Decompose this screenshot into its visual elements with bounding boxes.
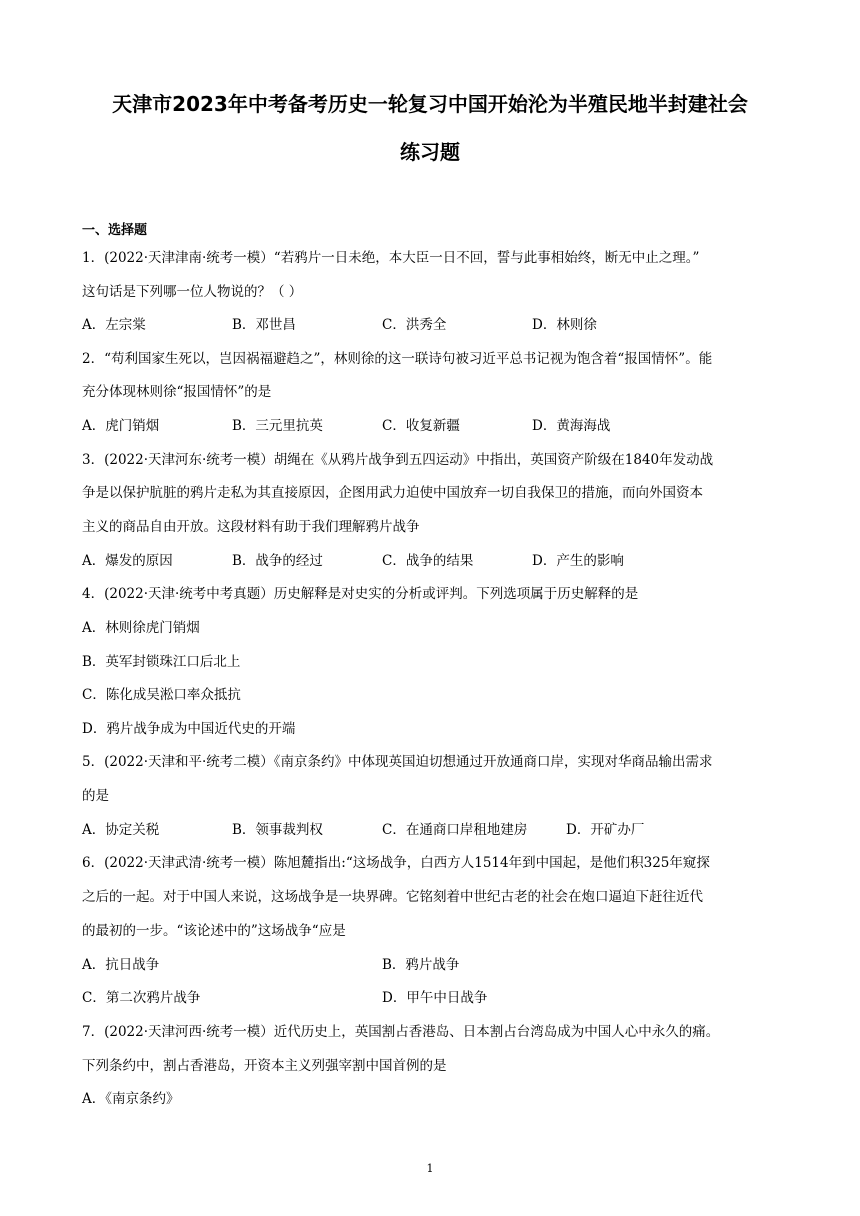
page-number: 1 (426, 1162, 434, 1175)
question-6-option-d: D．甲午中日战争 (382, 990, 488, 1006)
question-4-line-1: 4．(2022·天津·统考中考真题）历史解释是对史实的分析或评判。下列选项属于历史解释的是 (82, 586, 639, 602)
question-7-option-a: A．《南京条约》 (82, 1091, 180, 1107)
question-5-line-2: 的是 (82, 788, 109, 804)
question-4-option-a: A．林则徐虎门销烟 (82, 620, 200, 636)
question-3-option-d: D．产生的影响 (532, 553, 624, 569)
question-6-line-3: 的最初的一步。“该论述中的”这场战争“应是 (82, 923, 346, 939)
question-5-option-c: C．在通商口岸租地建房 (382, 822, 528, 838)
question-3-line-3: 主义的商品自由开放。这段材料有助于我们理解鸦片战争 (82, 519, 420, 535)
document-title-line-1: 天津市2023年中考备考历史一轮复习中国开始沦为半殖民地半封建社会 (112, 92, 748, 116)
question-3-line-2: 争是以保护肮脏的鸦片走私为其直接原因，企图用武力迫使中国放弃一切自我保卫的措施，而向外国资本 (82, 485, 703, 501)
question-3-line-1: 3．(2022·天津河东·统考一模）胡绳在《从鸦片战争到五四运动》中指出，英国资产阶级在1840年发动战 (82, 452, 714, 468)
question-1-line-1: 1．(2022·天津津南·统考一模）“若鸦片一日未绝，本大臣一日不回，誓与此事相始终，断无中止之理。” (82, 250, 700, 266)
question-6-line-2: 之后的一起。对于中国人来说，这场战争是一块界碑。它铭刻着中世纪古老的社会在炮口逼迫下赶往近代 (82, 889, 703, 905)
question-5-option-a: A．协定关税 (82, 822, 160, 838)
question-3-option-b: B．战争的经过 (232, 553, 323, 569)
question-1-option-b: B．邓世昌 (232, 317, 296, 333)
question-2-option-c: C．收复新疆 (382, 418, 460, 434)
question-6-option-c: C．第二次鸦片战争 (82, 990, 201, 1006)
question-6-option-b: B．鸦片战争 (382, 957, 460, 973)
question-5-line-1: 5．(2022·天津和平·统考二模）《南京条约》中体现英国迫切想通过开放通商口岸，实现对华商品输出需求 (82, 754, 713, 770)
question-1-option-a: A．左宗棠 (82, 317, 146, 333)
question-2-line-2: 充分体现林则徐“报国情怀”的是 (82, 384, 272, 400)
document-title-line-2: 练习题 (400, 140, 460, 164)
question-2-line-1: 2．“苟利国家生死以，岂因祸福避趋之”，林则徐的这一联诗句被习近平总书记视为饱含着“报国情怀”。能 (82, 351, 713, 367)
question-6-line-1: 6．(2022·天津武清·统考一模）陈旭麓指出:“这场战争，白西方人1514年到中国起，是他们积325年窥探 (82, 855, 710, 871)
question-7-line-1: 7．(2022·天津河西·统考一模）近代历史上，英国割占香港岛、日本割占台湾岛成为中国人心中永久的痛。 (82, 1024, 720, 1040)
question-4-option-c: C．陈化成吴淞口率众抵抗 (82, 687, 241, 703)
question-5-option-d: D．开矿办厂 (566, 822, 645, 838)
question-3-option-c: C．战争的结果 (382, 553, 474, 569)
section-heading: 一、选择题 (82, 223, 148, 238)
question-4-option-b: B．英军封锁珠江口后北上 (82, 654, 241, 670)
question-3-option-a: A．爆发的原因 (82, 553, 173, 569)
question-2-option-b: B．三元里抗英 (232, 418, 323, 434)
question-2-option-d: D．黄海海战 (532, 418, 611, 434)
question-1-line-2: 这句话是下列哪一位人物说的？（ ） (82, 284, 303, 300)
question-6-option-a: A．抗日战争 (82, 957, 160, 973)
question-4-option-d: D．鸦片战争成为中国近代史的开端 (82, 721, 296, 737)
question-2-option-a: A．虎门销烟 (82, 418, 160, 434)
question-7-line-2: 下列条约中，割占香港岛，开资本主义列强宰割中国首例的是 (82, 1058, 447, 1074)
question-5-option-b: B．领事裁判权 (232, 822, 323, 838)
question-1-option-c: C．洪秀全 (382, 317, 447, 333)
question-1-option-d: D．林则徐 (532, 317, 597, 333)
